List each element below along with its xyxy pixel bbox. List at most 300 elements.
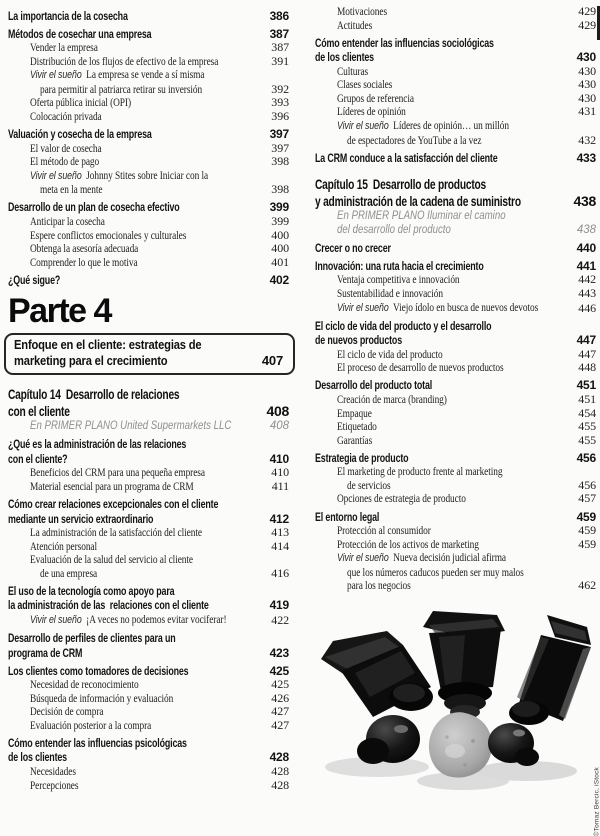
page-number: 399	[269, 200, 289, 215]
toc-line	[315, 134, 596, 148]
toc-line	[315, 465, 596, 479]
toc-text: Espere conflictos emocionales y culturales	[30, 227, 187, 242]
toc-line	[8, 41, 289, 55]
toc-line	[8, 403, 289, 420]
toc-entry-chapter	[8, 386, 289, 420]
toc-line	[8, 567, 289, 581]
vivir-el-sueno-label: Vivir el sueño	[337, 552, 389, 565]
toc-entry-sub	[8, 692, 289, 706]
toc-line	[8, 631, 289, 646]
toc-entry-sub	[315, 524, 596, 538]
toc-text: En PRIMER PLANO United Supermarkets LLC	[30, 420, 232, 433]
page-number: 438	[573, 193, 596, 210]
toc-line	[315, 36, 596, 51]
toc-line	[315, 105, 596, 119]
toc-text: ¿Qué sigue?	[8, 272, 61, 287]
toc-text: de los clientes	[315, 50, 374, 65]
paint-tubes-illustration	[315, 601, 596, 801]
toc-line	[315, 524, 596, 538]
toc-entry-dream	[315, 119, 596, 147]
toc-entry-h1	[8, 736, 289, 765]
toc-text: de espectadores de YouTube a la vez	[347, 132, 482, 147]
toc-text: El método de pago	[30, 154, 100, 169]
toc-text: Los clientes como tomadores de decisiones	[8, 663, 189, 678]
toc-entry-h1	[8, 273, 289, 288]
page-number: 441	[576, 258, 596, 273]
toc-text: Empaque	[337, 405, 372, 420]
page-number: 459	[578, 536, 596, 551]
toc-line	[315, 301, 596, 316]
toc-text: Capítulo 14 Desarrollo de relaciones	[8, 386, 180, 403]
toc-entry-spotlight	[315, 210, 596, 237]
toc-entry-sub	[8, 678, 289, 692]
page-number: 401	[271, 254, 289, 269]
toc-line	[8, 229, 289, 243]
toc-line	[315, 579, 596, 593]
toc-entry-sub	[8, 142, 289, 156]
toc-line	[315, 78, 596, 92]
page-number: 398	[271, 182, 289, 197]
toc-text: Crecer o no crecer	[315, 240, 391, 255]
page-number: 451	[576, 378, 596, 393]
toc-text: La administración de la satisfacción del cliente	[30, 525, 202, 540]
toc-line	[8, 526, 289, 540]
page-number: 399	[271, 213, 289, 228]
toc-text: Vivir el sueño Líderes de opinión… un millón	[337, 118, 509, 133]
toc-line	[8, 83, 289, 97]
toc-text: En PRIMER PLANO Iluminar el camino	[337, 210, 506, 223]
toc-text: Motivaciones	[337, 4, 388, 18]
vivir-el-sueno-label: Vivir el sueño	[337, 301, 389, 314]
toc-text: Obtenga la asesoría adecuada	[30, 241, 139, 256]
toc-line	[8, 293, 289, 329]
toc-text: Vivir el sueño Viejo ídolo en busca de nuevos devotos	[337, 299, 539, 314]
toc-entry-dream	[315, 551, 596, 593]
toc-entry-h1	[8, 631, 289, 660]
page-number: 410	[269, 451, 289, 466]
toc-line	[8, 452, 289, 467]
toc-entry-sub	[8, 215, 289, 229]
toc-text: Vender la empresa	[30, 40, 98, 54]
toc-text: El marketing de producto frente al marketing	[337, 464, 503, 479]
page-number: 456	[576, 450, 596, 465]
toc-text: Material esencial para un programa de CRM	[30, 479, 194, 493]
toc-entry-dream	[8, 613, 289, 628]
toc-line	[315, 333, 596, 348]
toc-line	[315, 5, 596, 19]
page-number: 433	[576, 150, 596, 165]
toc-text: Capítulo 15 Desarrollo de productos	[315, 176, 487, 193]
toc-entry-sub	[8, 719, 289, 733]
toc-entry-sub	[315, 78, 596, 92]
toc-line	[315, 538, 596, 552]
toc-entry-sub	[315, 273, 596, 287]
toc-text: Vivir el sueño Johnny Stites sobre Iniciar con la	[30, 167, 209, 182]
vivir-el-sueno-label: Vivir el sueño	[30, 613, 82, 626]
toc-line	[8, 183, 289, 197]
toc-text: Atención personal	[30, 538, 98, 553]
toc-entry-sub	[8, 242, 289, 256]
toc-line	[14, 353, 285, 369]
toc-text: Grupos de referencia	[337, 90, 414, 105]
toc-text: de los clientes	[8, 750, 67, 765]
toc-text: Desarrollo del producto total	[315, 378, 433, 393]
page-number: 455	[578, 419, 596, 434]
toc-text: Comprender lo que le motiva	[30, 254, 138, 269]
page-number: 428	[271, 763, 289, 778]
toc-entry-dream	[8, 68, 289, 96]
toc-text: La CRM conduce a la satisfacción del cliente	[315, 150, 498, 165]
toc-line	[8, 497, 289, 512]
page-number: 430	[578, 77, 596, 92]
toc-line	[315, 551, 596, 566]
toc-line	[8, 256, 289, 270]
toc-line	[315, 420, 596, 434]
toc-text: Parte 4	[8, 292, 111, 331]
toc-line	[8, 765, 289, 779]
toc-line	[315, 151, 596, 166]
toc-text: y administración de la cadena de suministro	[315, 193, 521, 210]
page-number: 422	[271, 612, 289, 627]
toc-entry-sub	[315, 19, 596, 33]
page-number: 400	[271, 241, 289, 256]
toc-entry-sub	[315, 434, 596, 448]
toc-text: Vivir el sueño Nueva decisión judicial afirma	[337, 550, 506, 565]
toc-line	[315, 378, 596, 393]
page-number: 413	[271, 525, 289, 540]
page-number: 446	[578, 300, 596, 315]
page-number: 397	[271, 140, 289, 155]
page-number: 414	[271, 538, 289, 553]
toc-text: Anticipar la cosecha	[30, 213, 105, 228]
toc-text: El valor de cosecha	[30, 140, 102, 155]
toc-line	[8, 68, 289, 83]
toc-entry-h1	[8, 127, 289, 142]
toc-entry-sub	[8, 526, 289, 540]
toc-line	[8, 420, 289, 434]
toc-entry-sub	[8, 466, 289, 480]
toc-text: Enfoque en el cliente: estrategias de	[14, 337, 202, 353]
toc-line	[315, 287, 596, 301]
page-number: 407	[261, 353, 283, 369]
toc-text: Evaluación de la salud del servicio al cliente	[30, 552, 194, 567]
toc-line	[315, 19, 596, 33]
toc-line	[8, 96, 289, 110]
toc-entry-h1	[8, 664, 289, 679]
page-number: 416	[271, 565, 289, 580]
toc-text: ¿Qué es la administración de las relaciones	[8, 437, 187, 452]
page-number: 408	[269, 420, 289, 433]
vivir-el-sueno-label: Vivir el sueño	[30, 69, 82, 82]
toc-entry-spotlight	[8, 420, 289, 434]
toc-entry-sub	[315, 393, 596, 407]
toc-entry-dream	[315, 301, 596, 316]
toc-text: la administración de las relaciones con el cliente	[8, 598, 209, 613]
toc-line	[8, 613, 289, 628]
toc-line	[315, 273, 596, 287]
toc-line	[315, 224, 596, 238]
toc-text: de servicios	[347, 477, 391, 492]
toc-line	[8, 200, 289, 215]
toc-line	[8, 169, 289, 184]
toc-line	[8, 215, 289, 229]
toc-entry-sub	[315, 407, 596, 421]
toc-entry-h1	[8, 584, 289, 613]
toc-line	[315, 241, 596, 256]
page-number: 455	[578, 432, 596, 447]
page-number: 412	[269, 511, 289, 526]
page-number: 457	[578, 491, 596, 506]
toc-line	[8, 719, 289, 733]
toc-entry-sub	[8, 229, 289, 243]
toc-text: Distribución de los flujos de efectivo de la empresa	[30, 53, 219, 68]
toc-text: meta en la mente	[40, 182, 103, 197]
toc-line	[315, 434, 596, 448]
toc-line	[315, 119, 596, 134]
toc-entry-sub	[8, 553, 289, 580]
toc-entry-sub	[315, 465, 596, 492]
toc-text: Ventaja competitiva e innovación	[337, 272, 460, 287]
page-number: 429	[578, 4, 596, 18]
toc-line	[315, 407, 596, 421]
toc-entry-part	[8, 293, 289, 329]
toc-entry-sub	[315, 5, 596, 19]
toc-text: Innovación: una ruta hacia el crecimiento	[315, 258, 484, 273]
toc-entry-sub	[8, 55, 289, 69]
toc-text: Métodos de cosechar una empresa	[8, 26, 152, 41]
page-number: 438	[576, 223, 596, 236]
page-number: 459	[576, 509, 596, 524]
toc-entry-sub	[315, 65, 596, 79]
toc-text: Culturas	[337, 63, 369, 78]
toc-entry-sub	[8, 540, 289, 554]
toc-line	[315, 319, 596, 334]
toc-column-left	[8, 5, 289, 801]
toc-line	[315, 393, 596, 407]
toc-line	[315, 92, 596, 106]
toc-text: Valuación y cosecha de la empresa	[8, 127, 152, 142]
vivir-el-sueno-label: Vivir el sueño	[337, 120, 389, 133]
toc-line	[315, 176, 596, 193]
toc-line	[8, 273, 289, 288]
paint-tubes-photo	[315, 601, 600, 836]
toc-text: programa de CRM	[8, 645, 83, 660]
page-number: 402	[269, 272, 289, 287]
toc-text: Búsqueda de información y evaluación	[30, 690, 174, 705]
toc-line	[315, 492, 596, 506]
toc-entries-right	[315, 5, 596, 593]
page-number: 440	[576, 240, 596, 255]
page-number: 448	[578, 360, 596, 375]
page-number: 428	[269, 750, 289, 765]
toc-entry-box	[4, 333, 295, 375]
page-number: 400	[271, 227, 289, 242]
page-number: 459	[578, 523, 596, 538]
toc-entry-sub	[8, 705, 289, 719]
toc-entry-sub	[8, 779, 289, 793]
toc-text: Colocación privada	[30, 108, 102, 123]
toc-text: Desarrollo de un plan de cosecha efectivo	[8, 200, 180, 215]
toc-entry-h1	[315, 241, 596, 256]
toc-text: Clases sociales	[337, 77, 393, 92]
toc-entry-h1	[8, 27, 289, 42]
toc-line	[8, 736, 289, 751]
page-number: 425	[271, 677, 289, 692]
toc-text: Oferta pública inicial (OPI)	[30, 95, 131, 110]
toc-line	[315, 566, 596, 580]
page-number: 386	[269, 8, 289, 23]
page-number: 423	[269, 645, 289, 660]
toc-entry-h1	[8, 497, 289, 526]
page-number: 427	[271, 704, 289, 719]
toc-text: Cómo crear relaciones excepcionales con el cliente	[8, 497, 219, 512]
toc-line	[8, 750, 289, 765]
toc-line	[315, 510, 596, 525]
page-number: 432	[578, 132, 596, 147]
toc-text: para los negocios	[347, 578, 411, 593]
toc-entry-sub	[8, 41, 289, 55]
toc-line	[8, 242, 289, 256]
toc-entry-h1	[315, 36, 596, 65]
toc-text: El ciclo de vida del producto y el desarrollo	[315, 318, 492, 333]
toc-entry-sub	[8, 480, 289, 494]
page-number: 447	[578, 346, 596, 361]
toc-text: con el cliente	[8, 403, 70, 420]
toc-line	[8, 598, 289, 613]
toc-text: Cómo entender las influencias sociológicas	[315, 35, 494, 50]
toc-text: del desarrollo del producto	[337, 223, 451, 236]
toc-line	[315, 479, 596, 493]
toc-line	[8, 584, 289, 599]
toc-entry-h1	[8, 437, 289, 466]
toc-entry-sub	[315, 538, 596, 552]
toc-text: Etiquetado	[337, 419, 377, 434]
toc-text: para permitir al patriarca retirar su inversión	[40, 81, 203, 96]
toc-line	[8, 480, 289, 494]
toc-line	[8, 27, 289, 42]
toc-line	[8, 512, 289, 527]
page-number: 426	[271, 690, 289, 705]
toc-line	[8, 386, 289, 403]
toc-text: de nuevos productos	[315, 333, 402, 348]
toc-entries-left	[8, 9, 289, 793]
page-number: 431	[578, 104, 596, 119]
toc-entry-h1	[315, 151, 596, 166]
toc-entry-sub	[8, 96, 289, 110]
page-number: 456	[578, 477, 596, 492]
page-number: 442	[578, 272, 596, 287]
toc-line	[315, 348, 596, 362]
toc-entry-sub	[8, 155, 289, 169]
photo-credit: ©Tomaz Bercic, iStock	[593, 767, 600, 836]
toc-line	[315, 65, 596, 79]
toc-line	[8, 142, 289, 156]
toc-line	[8, 540, 289, 554]
toc-text: Beneficios del CRM para una pequeña empresa	[30, 465, 205, 480]
toc-line	[8, 127, 289, 142]
page-number: 408	[266, 403, 289, 420]
toc-entry-sub	[315, 420, 596, 434]
page-number: 410	[271, 465, 289, 480]
toc-text: que los números caducos pueden ser muy malos	[347, 564, 524, 579]
toc-text: Necesidad de reconocimiento	[30, 677, 139, 692]
toc-line	[8, 437, 289, 452]
toc-line	[8, 55, 289, 69]
page-number: 430	[576, 50, 596, 65]
toc-entry-dream	[8, 169, 289, 197]
toc-text: El proceso de desarrollo de nuevos productos	[337, 360, 504, 375]
toc-text: El ciclo de vida del producto	[337, 346, 443, 361]
toc-entry-h1	[8, 200, 289, 215]
page-number: 429	[578, 17, 596, 32]
page-number: 391	[271, 53, 289, 68]
toc-text: Sustentabilidad e innovación	[337, 286, 443, 301]
toc-text: Cómo entender las influencias psicológicas	[8, 735, 187, 750]
toc-entry-sub	[315, 361, 596, 375]
toc-line	[8, 466, 289, 480]
toc-text: Necesidades	[30, 763, 76, 778]
toc-entry-h1	[315, 451, 596, 466]
toc-text: Estrategia de producto	[315, 450, 409, 465]
toc-line	[8, 664, 289, 679]
toc-text: Desarrollo de perfiles de clientes para un	[8, 631, 176, 646]
page-number: 387	[269, 26, 289, 41]
toc-text: Garantías	[337, 432, 373, 447]
toc-line	[8, 678, 289, 692]
page-number: 430	[578, 63, 596, 78]
toc-text: Líderes de opinión	[337, 104, 406, 119]
toc-text: Protección de los activos de marketing	[337, 536, 479, 551]
toc-text: Actitudes	[337, 17, 373, 32]
toc-entry-sub	[315, 348, 596, 362]
paint-tube-right	[488, 615, 591, 766]
toc-line	[8, 553, 289, 567]
toc-line	[14, 337, 285, 353]
toc-text: Percepciones	[30, 777, 79, 792]
page-number: 397	[269, 127, 289, 142]
page-number: 454	[578, 405, 596, 420]
toc-text: Decisión de compra	[30, 704, 104, 719]
toc-text: marketing para el crecimiento	[14, 353, 168, 369]
toc-entry-sub	[315, 92, 596, 106]
toc-line	[8, 155, 289, 169]
toc-text: Opciones de estrategia de producto	[337, 491, 466, 506]
page-number: 392	[271, 81, 289, 96]
toc-entry-sub	[315, 492, 596, 506]
toc-entry-sub	[8, 110, 289, 124]
toc-entry-h1	[315, 378, 596, 393]
page-number: 443	[578, 286, 596, 301]
toc-entry-sub	[315, 105, 596, 119]
page-number: 428	[271, 777, 289, 792]
toc-line	[315, 193, 596, 210]
page-number: 398	[271, 154, 289, 169]
page-number: 451	[578, 391, 596, 406]
page-number: 396	[271, 108, 289, 123]
toc-entry-sub	[315, 287, 596, 301]
toc-line	[8, 779, 289, 793]
toc-entry-sub	[8, 765, 289, 779]
page-number: 447	[576, 333, 596, 348]
toc-entry-h1	[315, 510, 596, 525]
page-number: 387	[271, 40, 289, 54]
toc-line	[315, 361, 596, 375]
toc-text: mediante un servicio extraordinario	[8, 511, 154, 526]
toc-text: El uso de la tecnología como apoyo para	[8, 583, 175, 598]
page-number: 393	[271, 95, 289, 110]
toc-line	[8, 9, 289, 24]
toc-entry-h1	[315, 259, 596, 274]
